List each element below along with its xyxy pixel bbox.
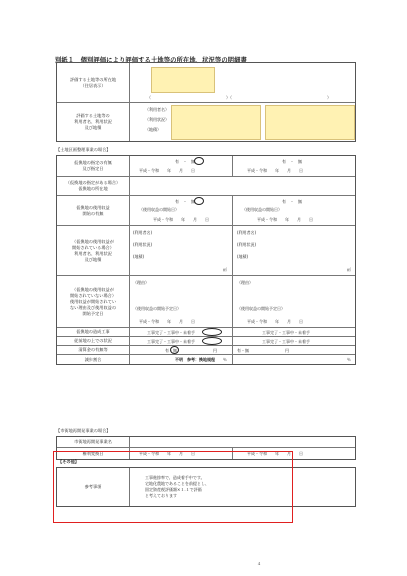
location-label: 評価する土地等の所在地 （住居表示） — [57, 63, 130, 102]
circled-no-mark — [194, 197, 204, 205]
circled-no-mark — [194, 157, 204, 165]
use-start-row: 仮換地の使用収益 開始の有無 有 ・ 無 （使用収益の開始日） 平成・令和 年 月 日 有 ・ 無 （使用収益の開始日） 平成・令和 年 月 日 — [57, 196, 355, 226]
use-label: 評価する土地等の 利用者名、利用状況 及び地積 — [57, 103, 130, 141]
not-started-row: （仮換地の使用収益が 開始されていない場合） 使用収益が開始されてい ない理由及び使用収益の 開始予定日 （理由） （使用収益の開始予定日） 平成・令和 年 月 日 （理由） （使用収益の開始予定日） 平成・令和 年 月 日 — [57, 276, 355, 328]
plan-row: 権利変換日 平成・令和 年 月 日 平成・令和 年 月 日 — [57, 448, 355, 459]
settlement-row: 清算金の有無等 有・無 円 有・無 円 — [57, 346, 355, 355]
location-row: 評価する土地等の所在地 （住居表示） （ ）（ ） — [57, 63, 355, 103]
red-highlight-box — [53, 451, 293, 523]
use-input-highlight[interactable] — [171, 105, 261, 140]
document-title: 別紙１ 個別評価により評価する土地等の所在地、状況等の明細書 — [55, 57, 247, 64]
other-header: 【その他】 — [58, 459, 79, 464]
toshi-header: 【市街地再開発事業の場合】 — [56, 428, 111, 433]
before-row: 従前地の上での状況 工事完了・工事中・未着手 工事完了・工事中・未着手 — [57, 337, 355, 346]
kukaku-header: 【土地区画整理事業の場合】 — [56, 147, 111, 152]
circled-not-started-mark — [202, 328, 222, 336]
kukaku-table — [56, 155, 356, 365]
reduction-row: 減歩割合 不明 参考：換地規程 ％ ％ — [57, 355, 355, 364]
in-use-row: （仮換地の使用収益が 開始されている場合） 利用者名、利用状況 及び地積 (利用者名) (利用状況) (地積) ㎡ (利用者名) (利用状況) (地積) ㎡ — [57, 226, 355, 276]
use-row: 評価する土地等の 利用者名、利用状況 及び地積 （利用者名） （利用状況） （地積） — [57, 103, 355, 141]
project-row: 市街地再開発事業名 — [57, 437, 355, 448]
circled-no-mark — [170, 346, 179, 354]
location-input-highlight[interactable] — [151, 67, 215, 93]
circled-not-started-mark — [202, 337, 222, 345]
pre-location-row: （仮換地の指定がある場合） 仮換地の所在地 — [57, 177, 355, 196]
use-input-highlight-right[interactable] — [265, 105, 355, 140]
page-number: ４ — [257, 561, 261, 566]
designation-row: 仮換地の指定の有無 及び指定日 有 ・ 無 平成・令和 年 月 日 有 ・ 無 平成・令和 年 月 日 — [57, 156, 355, 177]
ref-row: 参考事項 工事進捗率で、造成着手中です。 宅地化農地であることを前提とし、 固定資産税評価額×１.１で評価 と考えております — [57, 468, 355, 506]
location-table — [56, 62, 356, 142]
construction-row: 仮換地の造成工事 工事完了・工事中・未着手 工事完了・工事中・未着手 — [57, 328, 355, 337]
